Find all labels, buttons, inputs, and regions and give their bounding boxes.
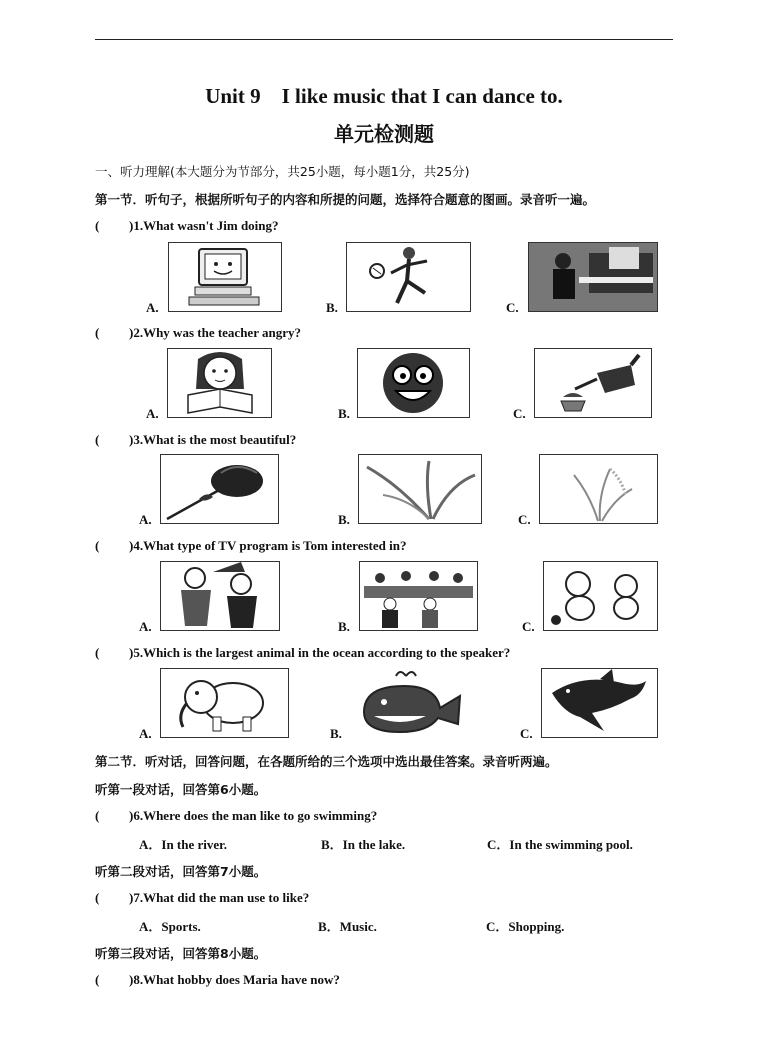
dialogue-2-intro: 听第二段对话，回答第7小题。 bbox=[95, 864, 267, 879]
answer-paren: ( bbox=[95, 808, 100, 823]
question-6 bbox=[95, 808, 377, 824]
reading-girl-picture bbox=[167, 348, 272, 418]
choice-a: A．In the river. bbox=[139, 837, 227, 852]
dolphin-picture bbox=[541, 668, 658, 738]
question-5 bbox=[95, 645, 510, 661]
option-label: C. bbox=[522, 619, 535, 634]
dialogue-1-intro: 听第一段对话，回答第6小题。 bbox=[95, 782, 267, 797]
page-subtitle: 单元检测题 bbox=[334, 122, 434, 146]
question-2 bbox=[95, 325, 301, 341]
section2-heading: 第二节．听对话，回答问题，在各题所给的三个选项中选出最佳答案。录音听两遍。 bbox=[95, 754, 558, 769]
header-rule bbox=[95, 39, 673, 40]
option-label: A. bbox=[139, 619, 152, 634]
answer-paren: ( bbox=[95, 972, 100, 987]
question-text: )4.What type of TV program is Tom interested in? bbox=[129, 538, 407, 553]
elephant-picture bbox=[160, 668, 289, 738]
answer-paren: ( bbox=[95, 645, 100, 660]
option-label: A. bbox=[146, 406, 159, 421]
game-show-picture bbox=[359, 561, 478, 631]
rose-picture bbox=[160, 454, 279, 524]
question-8 bbox=[95, 972, 340, 988]
question-text: )3.What is the most beautiful? bbox=[129, 432, 297, 447]
piano-picture bbox=[528, 242, 658, 312]
option-label: A. bbox=[139, 512, 152, 527]
question-text: )1.What wasn't Jim doing? bbox=[129, 218, 279, 233]
option-label: B. bbox=[338, 619, 350, 634]
question-3 bbox=[95, 432, 296, 448]
choice-b: B．Music. bbox=[318, 919, 377, 934]
question-7 bbox=[95, 890, 309, 906]
question-text: )5.Which is the largest animal in the ocean according to the speaker? bbox=[129, 645, 511, 660]
choice-a: A．Sports. bbox=[139, 919, 201, 934]
laughing-face-picture bbox=[357, 348, 470, 418]
question-text: )2.Why was the teacher angry? bbox=[129, 325, 301, 340]
option-label: B. bbox=[338, 512, 350, 527]
answer-paren: ( bbox=[95, 432, 100, 447]
page-title: Unit 9 I like music that I can dance to. bbox=[205, 84, 563, 108]
answer-paren: ( bbox=[95, 538, 100, 553]
option-label: B. bbox=[338, 406, 350, 421]
option-label: C. bbox=[513, 406, 526, 421]
option-label: B. bbox=[330, 726, 342, 741]
option-label: C. bbox=[506, 300, 519, 315]
answer-paren: ( bbox=[95, 218, 100, 233]
dialogue-3-intro: 听第三段对话，回答第8小题。 bbox=[95, 946, 267, 961]
option-label: C. bbox=[520, 726, 533, 741]
soccer-player-picture bbox=[346, 242, 471, 312]
answer-paren: ( bbox=[95, 325, 100, 340]
choice-c: C．Shopping. bbox=[486, 919, 565, 934]
rice-plant-picture bbox=[539, 454, 658, 524]
watering-can-picture bbox=[534, 348, 652, 418]
option-label: C. bbox=[518, 512, 531, 527]
option-label: B. bbox=[326, 300, 338, 315]
comedy-picture bbox=[160, 561, 280, 631]
question-text: )8.What hobby does Maria have now? bbox=[129, 972, 340, 987]
section1-heading: 一、听力理解(本大题分为节部分，共25小题，每小题1分，共25分) bbox=[95, 164, 470, 179]
question-text: )7.What did the man use to like? bbox=[129, 890, 310, 905]
grass-picture bbox=[358, 454, 482, 524]
question-1 bbox=[95, 218, 279, 234]
question-4 bbox=[95, 538, 406, 554]
section1-part1: 第一节．听句子，根据所听句子的内容和所提的问题，选择符合题意的图画。录音听一遍。 bbox=[95, 192, 596, 207]
choice-c: C．In the swimming pool. bbox=[487, 837, 633, 852]
whale-picture bbox=[350, 668, 468, 736]
cartoon-picture bbox=[543, 561, 658, 631]
computer-picture bbox=[168, 242, 282, 312]
option-label: A. bbox=[139, 726, 152, 741]
answer-paren: ( bbox=[95, 890, 100, 905]
question-text: )6.Where does the man like to go swimming? bbox=[129, 808, 378, 823]
option-label: A. bbox=[146, 300, 159, 315]
choice-b: B．In the lake. bbox=[321, 837, 406, 852]
